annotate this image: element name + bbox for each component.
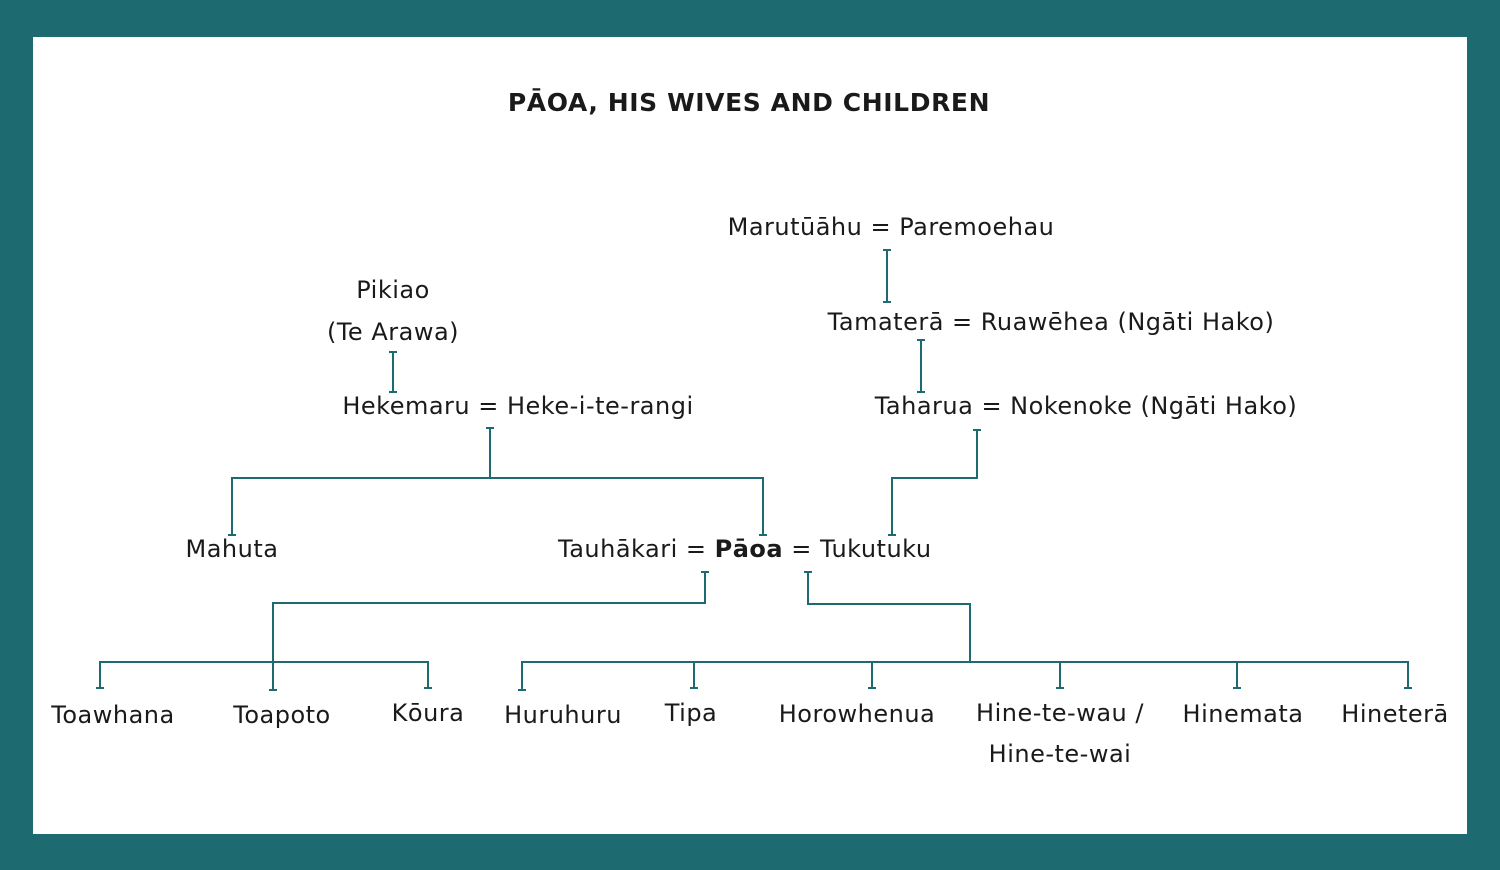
link-tukutuku-children <box>808 572 970 662</box>
child-hinemata: Hinemata <box>1182 700 1304 728</box>
child-toawhana: Toawhana <box>51 701 175 729</box>
link-tauhakari-siblings <box>100 662 428 688</box>
child-hinetera: Hineterā <box>1341 700 1449 728</box>
link-tukutuku-siblings <box>522 662 1408 690</box>
child-huruhuru: Huruhuru <box>504 701 622 729</box>
diagram-title: PĀOA, HIS WIVES AND CHILDREN <box>507 88 991 117</box>
node-paoa-marriages <box>557 535 932 563</box>
node-mahuta: Mahuta <box>185 535 279 563</box>
node-tukutuku: = Tukutuku <box>783 535 932 563</box>
child-hine-te-wai: Hine-te-wai <box>988 740 1132 768</box>
link-tauhakari-children <box>273 572 705 662</box>
child-tipa: Tipa <box>664 699 718 727</box>
node-hekemaru-heke-i-te-rangi: Hekemaru = Heke-i-te-rangi <box>342 392 694 420</box>
node-paoa: Pāoa <box>714 535 784 563</box>
link-hekemaru-children <box>232 478 763 535</box>
node-pikiao: Pikiao <box>356 276 430 304</box>
node-tauhakari: Tauhākari = <box>558 535 715 563</box>
child-koura: Kōura <box>391 699 465 727</box>
child-toapoto: Toapoto <box>233 701 331 729</box>
node-taharua-nokenoke: Taharua = Nokenoke (Ngāti Hako) <box>874 392 1298 420</box>
node-te-arawa: (Te Arawa) <box>326 318 460 346</box>
link-taharua-tukutuku <box>892 430 977 535</box>
node-tamatera-ruawehea: Tamaterā = Ruawēhea (Ngāti Hako) <box>827 308 1275 336</box>
child-horowhenua: Horowhenua <box>778 700 936 728</box>
node-marutuahu-paremoehau: Marutūāhu = Paremoehau <box>727 213 1055 241</box>
child-hine-te-wau: Hine-te-wau / <box>976 699 1144 727</box>
